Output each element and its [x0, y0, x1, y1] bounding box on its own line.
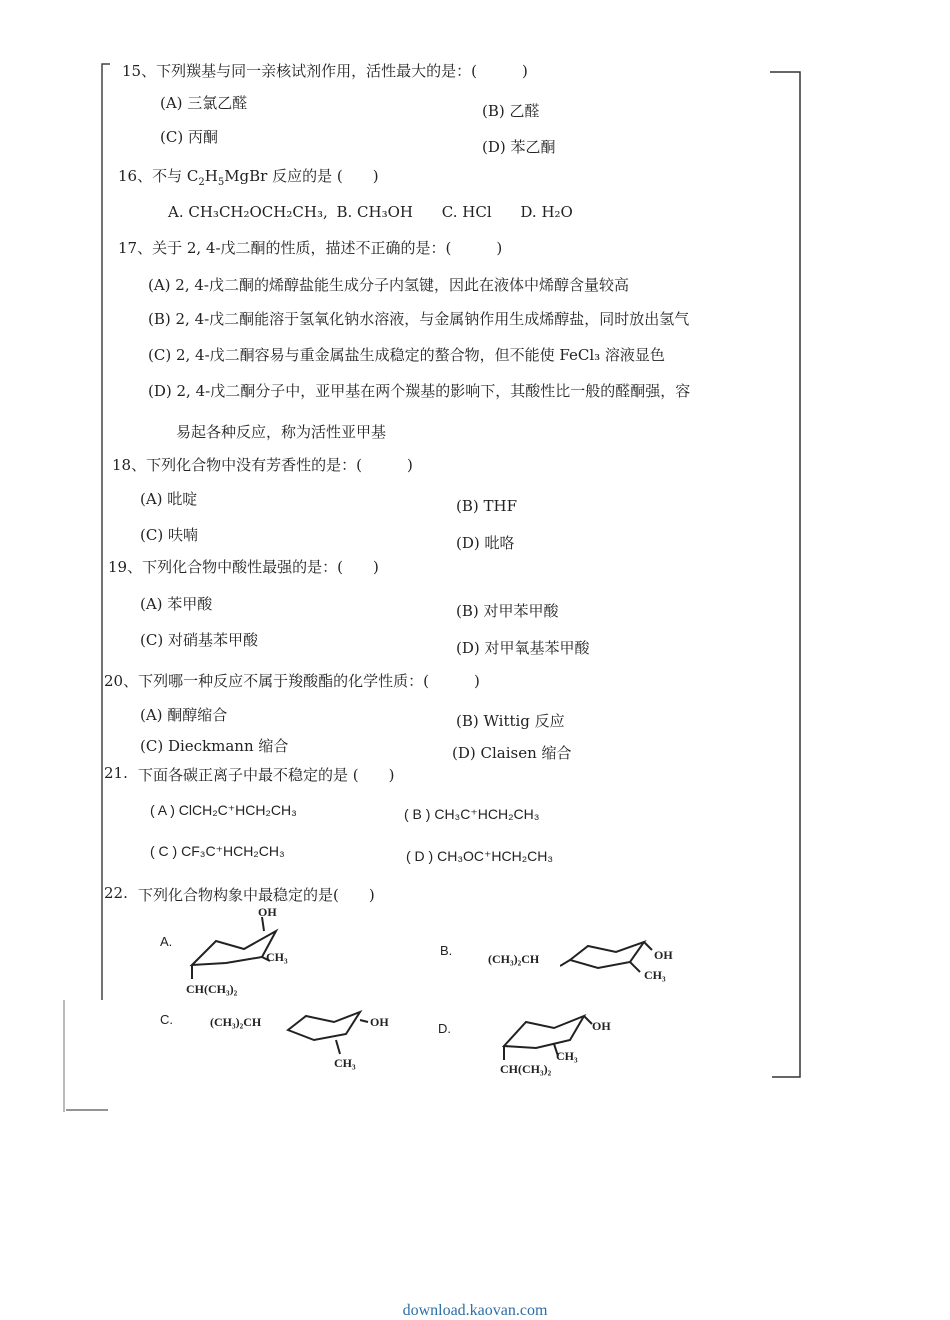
- q22-structure-d: [494, 1008, 604, 1068]
- q21-number: 21.: [104, 764, 128, 782]
- q22-number: 22.: [104, 884, 128, 902]
- q22-label-d: D.: [438, 1021, 451, 1036]
- q22-label-a: A.: [160, 934, 173, 949]
- q16-sub-2: 2: [198, 177, 205, 188]
- q22-c-isopropyl: (CH₃)₂CH: [210, 1015, 262, 1029]
- q15-option-d: (D) 苯乙酮: [482, 138, 556, 156]
- q22-label-c: C.: [160, 1012, 173, 1027]
- q22-c-ch3: CH₃: [334, 1056, 356, 1070]
- q17-option-a: (A) 2, 4-戊二酮的烯醇盐能生成分子内氢键，因此在液体中烯醇含量较高: [148, 276, 629, 294]
- q16-stem-h: H: [204, 167, 218, 185]
- q17-option-c: (C) 2, 4-戊二酮容易与重金属盐生成稳定的螯合物，但不能使 FeCl₃ 溶液显色: [148, 346, 665, 364]
- q16-options: A. CH₃CH₂OCH₂CH₃, B. CH₃OH C. HCl D. H₂O: [168, 203, 573, 221]
- q22-label-b: B.: [440, 943, 453, 958]
- q21-option-c: ( C ) CF₃C⁺HCH₂CH₃: [150, 843, 285, 859]
- q22-a-ch3: CH₃: [266, 950, 288, 964]
- q19-option-b: (B) 对甲苯甲酸: [456, 602, 559, 620]
- q16-stem-prefix: 16、不与 C: [118, 167, 199, 185]
- q15-option-a: (A) 三氯乙醛: [160, 94, 248, 112]
- q16-option-d: D. H₂O: [520, 203, 573, 221]
- q21-stem: 下面各碳正离子中最不稳定的是 ( ): [138, 766, 395, 784]
- q22-d-isopropyl: CH(CH₃)₂: [500, 1062, 552, 1076]
- q18-option-c: (C) 呋喃: [140, 526, 198, 544]
- q18-option-a: (A) 吡啶: [140, 490, 198, 508]
- q22-stem: 下列化合物构象中最稳定的是( ): [138, 886, 375, 904]
- q22-b-oh: OH: [654, 948, 673, 962]
- q20-option-a: (A) 酮醇缩合: [140, 706, 228, 724]
- q16-stem: [118, 165, 379, 188]
- q18-option-b: (B) THF: [456, 497, 517, 515]
- q16-option-a: A. CH₃CH₂OCH₂CH₃: [168, 203, 323, 221]
- q18-stem: 18、下列化合物中没有芳香性的是：( ): [112, 456, 413, 474]
- q17-stem: 17、关于 2, 4-戊二酮的性质，描述不正确的是：( ): [118, 239, 503, 257]
- q19-option-a: (A) 苯甲酸: [140, 595, 213, 613]
- cyclohexane-chair-c: [288, 1012, 368, 1054]
- q20-option-d: (D) Claisen 缩合: [452, 744, 572, 762]
- q17-option-d-line1: (D) 2, 4-戊二酮分子中，亚甲基在两个羰基的影响下，其酸性比一般的醛酮强，容: [148, 382, 691, 400]
- q22-a-isopropyl: CH(CH₃)₂: [186, 982, 238, 996]
- q22-d-oh: OH: [592, 1019, 611, 1033]
- q15-stem: 15、下列羰基与同一亲核试剂作用，活性最大的是：( ): [122, 62, 528, 80]
- q19-stem: 19、下列化合物中酸性最强的是：( ): [108, 558, 379, 576]
- cyclohexane-chair-b: [560, 942, 652, 972]
- q16-option-b: B. CH₃OH: [336, 203, 414, 221]
- q21-option-b: ( B ) CH₃C⁺HCH₂CH₃: [404, 806, 540, 822]
- q17-option-b: (B) 2, 4-戊二酮能溶于氢氧化钠水溶液，与金属钠作用生成烯醇盐，同时放出氢气: [148, 310, 690, 328]
- cyclohexane-chair-d: [504, 1016, 592, 1060]
- q22-d-ch3: CH₃: [556, 1049, 578, 1063]
- q21-option-a: ( A ) ClCH₂C⁺HCH₂CH₃: [150, 802, 297, 818]
- q20-option-c: (C) Dieckmann 缩合: [140, 737, 289, 755]
- q18-option-d: (D) 吡咯: [456, 534, 515, 552]
- q21-option-d: ( D ) CH₃OC⁺HCH₂CH₃: [406, 848, 554, 864]
- q16-sub-5: 5: [217, 177, 225, 188]
- q15-option-c: (C) 丙酮: [160, 128, 218, 146]
- footer-watermark-url[interactable]: download.kaovan.com: [402, 1302, 548, 1319]
- cyclohexane-chair-a: [192, 917, 276, 979]
- q17-option-d-line2: 易起各种反应，称为活性亚甲基: [176, 423, 387, 441]
- q19-option-d: (D) 对甲氧基苯甲酸: [456, 639, 590, 657]
- q20-option-b: (B) Wittig 反应: [456, 712, 565, 730]
- q22-b-ch3: CH₃: [644, 968, 666, 982]
- q16-stem-suffix: MgBr 反应的是 ( ): [224, 167, 379, 185]
- q22-a-oh: OH: [258, 905, 277, 919]
- q22-c-oh: OH: [370, 1015, 389, 1029]
- q22-structure-c: [280, 1008, 380, 1058]
- q16-option-c: C. HCl: [441, 203, 492, 221]
- q22-b-isopropyl: (CH₃)₂CH: [488, 952, 540, 966]
- q15-option-b: (B) 乙醛: [482, 102, 540, 120]
- q19-option-c: (C) 对硝基苯甲酸: [140, 631, 258, 649]
- q20-stem: 20、下列哪一种反应不属于羧酸酯的化学性质：( ): [104, 672, 480, 690]
